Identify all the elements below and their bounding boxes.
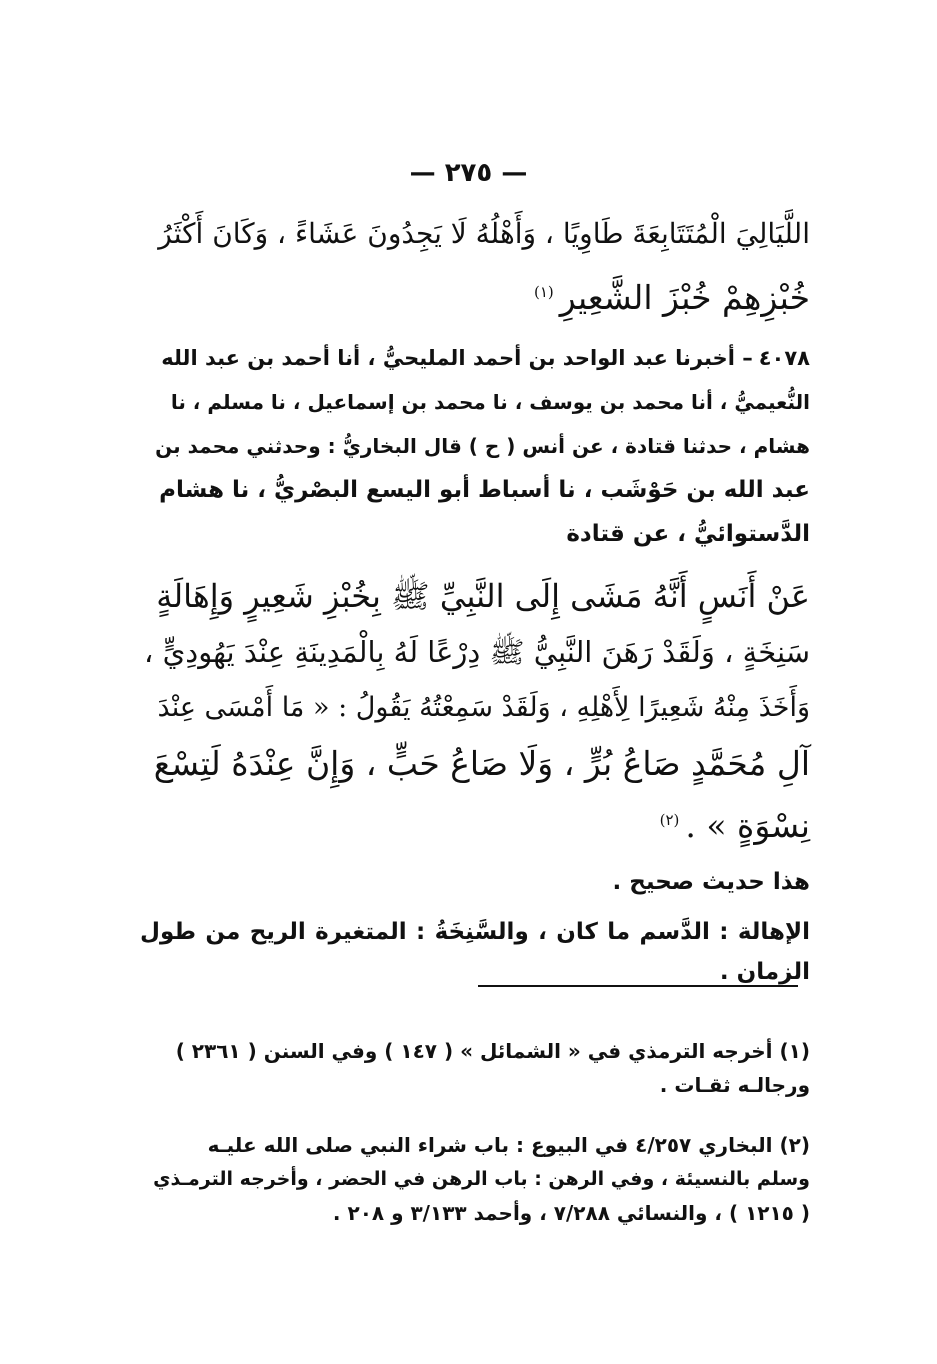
hadith-matn: [140, 568, 810, 854]
isnad-line-1: [140, 336, 810, 380]
isnad-line-1-text: – أخبرنا عبد الواحد بن أحمد المليحيُّ ، أنا أحمد بن عبد الله: [161, 346, 753, 370]
isnad-line-2: النُّعيميُّ ، أنا محمد بن يوسف ، نا محمد بن إسماعيل ، نا مسلم ، نا: [170, 390, 810, 414]
isnad-line-5: الدَّستوائيُّ ، عن قتادة: [566, 521, 810, 547]
isnad-line-3: هشام ، حدثنا قتادة ، عن أنس ( ح ) قال البخاريُّ : وحدثني محمد بن: [155, 434, 810, 458]
continued-text-line-1: اللَّيَالِيَ الْمُتَتَابِعَةَ طَاوِيًا ، وَأَهْلُهُ لَا يَجِدُونَ عَشَاءً ، وَكَانَ أَكْثَرُ: [158, 217, 810, 250]
hadith-isnad: [140, 336, 810, 556]
isnad-line-4: عبد الله بن حَوْشَب ، نا أسباط أبو اليسع البصْريُّ ، نا هشام: [159, 477, 810, 503]
footnote-1: [150, 1034, 810, 1102]
footnote-2: [150, 1128, 810, 1230]
footnote-2-line-2: وسلم بالنسيئة ، وفي الرهن : باب الرهن في الحضر ، وأخرجه الترمـذي: [153, 1168, 810, 1190]
matn-line-2: سَنِخَةٍ ، وَلَقَدْ رَهَنَ النَّبِيُّ ﷺ دِرْعًا لَهُ بِالْمَدِينَةِ عِنْدَ يَهُودِيٍّ ،: [144, 635, 810, 669]
hadith-number: ٤٠٧٨: [758, 346, 810, 370]
matn-line-5: [140, 792, 810, 854]
page-number: — ٢٧٥ —: [409, 158, 528, 188]
footnote-divider: [478, 985, 798, 987]
continued-text-line-2-text: خُبْزِهِمْ خُبْزَ الشَّعِيرِ: [559, 278, 810, 317]
footnote-1-line-2: ورجالـه ثقـات .: [659, 1073, 810, 1097]
footnote-ref-2: (٢): [659, 811, 680, 829]
footnote-1-line-1: (١) أخرجه الترمذي في « الشمائل » ( ١٤٧ ) وفي السنن ( ٢٣٦١ ): [175, 1039, 810, 1063]
hadith-gloss: الإهالة : الدَّسم ما كان ، والسَّنِخَةُ : المتغيرة الريح من طول الزمان .: [140, 919, 810, 985]
matn-line-3: وَأَخَذَ مِنْهُ شَعِيرًا لِأَهْلِهِ ، وَلَقَدْ سَمِعْتُهُ يَقُولُ : « مَا أَمْسَى عِنْدَ: [157, 692, 810, 723]
footnote-2-line-3: ( ١٢١٥ ) ، والنسائي ٧/٢٨٨ ، وأحمد ٣/١٣٣ و ٢٠٨ .: [332, 1201, 810, 1225]
matn-line-1: عَنْ أَنَسٍ أَنَّهُ مَشَى إِلَى النَّبِيِّ ﷺ بِخُبْزِ شَعِيرٍ وَإِهَالَةٍ: [156, 577, 810, 615]
footnote-ref-1: (١): [533, 283, 554, 301]
continued-text-line-2: [140, 263, 810, 327]
matn-line-4: آلِ مُحَمَّدٍ صَاعُ بُرٍّ ، وَلَا صَاعُ حَبٍّ ، وَإِنَّ عِنْدَهُ لَتِسْعَ: [153, 744, 810, 783]
continued-text: [140, 205, 810, 327]
hadith-grading: هذا حديث صحيح .: [612, 869, 810, 895]
matn-line-5-text: نِسْوَةٍ » .: [685, 806, 810, 845]
footnote-2-line-1: (٢) البخاري ٤/٢٥٧ في البيوع : باب شراء النبي صلى الله عليـه: [207, 1133, 810, 1157]
